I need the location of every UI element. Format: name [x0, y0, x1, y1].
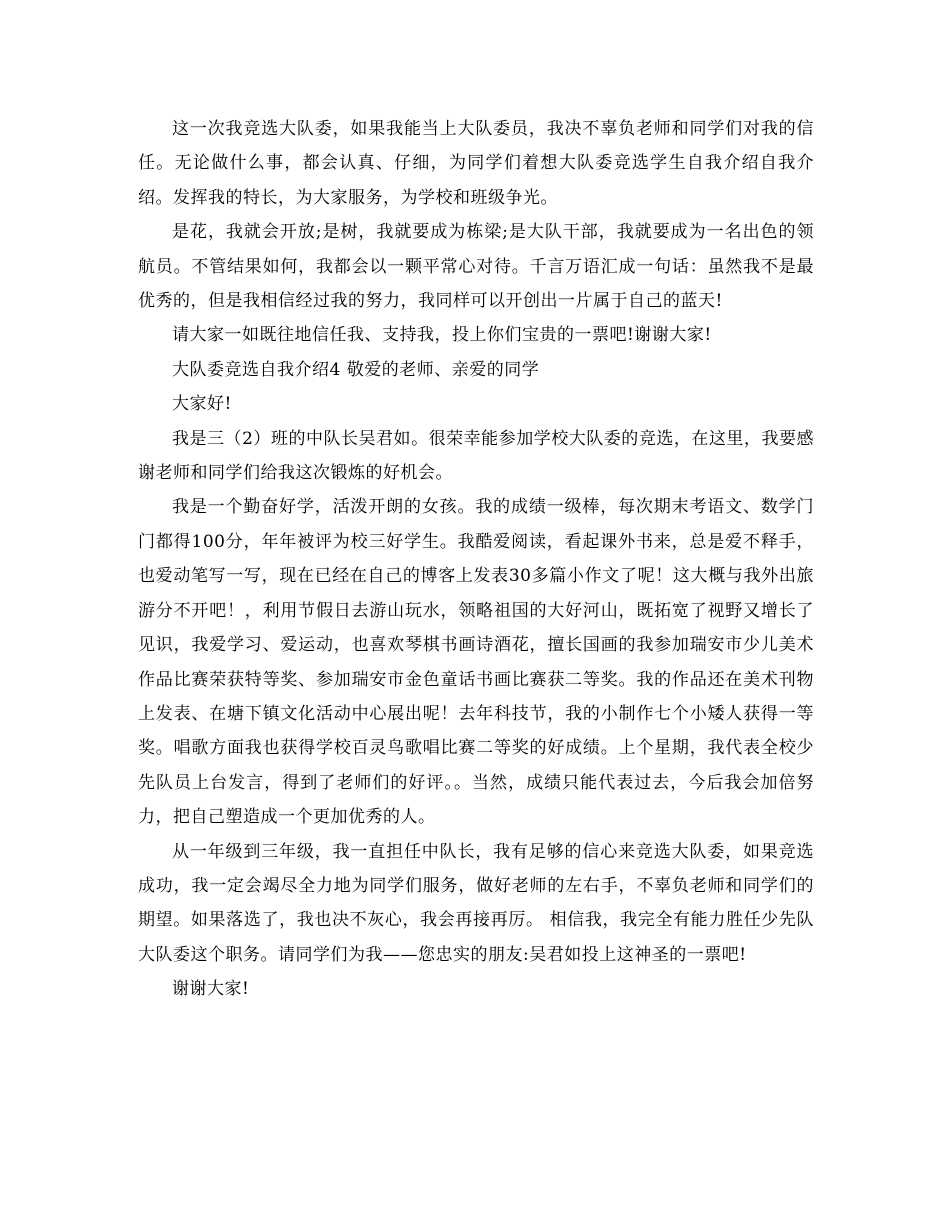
paragraph-1: 这一次我竞选大队委，如果我能当上大队委员，我决不辜负老师和同学们对我的信任。无论做什么事，都会认真、仔细，为同学们着想大队委竞选学生自我介绍自我介绍。发挥我的特长，为大家服务，为学校和班级争光。: [138, 119, 814, 208]
section-heading: 大队委竞选自我介绍4 敬爱的老师、亲爱的同学: [172, 359, 540, 380]
closing-thanks: 谢谢大家!: [172, 979, 250, 1000]
paragraph-3: 请大家一如既往地信任我、支持我，投上你们宝贵的一票吧!谢谢大家!: [172, 325, 712, 346]
paragraph-7: 我是一个勤奋好学，活泼开朗的女孩。我的成绩一级棒，每次期末考语文、数学门门都得100分，年年被评为校三好学生。我酷爱阅读，看起课外书来，总是爱不释手，也爱动笔写一写，现在已经在自己的博客上发表30多篇小作文了呢！这大概与我外出旅游分不开吧！，利用节假日去游山玩水，领略祖国的大好河山，既拓宽了视野又增长了见识，我爱学习、爱运动，也喜欢琴棋书画诗酒花，擅长国画的我参加瑞安市少儿美术作品比赛荣获特等奖、参加瑞安市金色童话书画比赛获二等奖。我的作品还在美术刊物上发表、在塘下镇文化活动中心展出呢！去年科技节，我的小制作七个小矮人获得一等奖。唱歌方面我也获得学校百灵鸟歌唱比赛二等奖的好成绩。上个星期，我代表全校少先队员上台发言，得到了老师们的好评。。当然，成绩只能代表过去，今后我会加倍努力，把自己塑造成一个更加优秀的人。: [138, 497, 814, 828]
document-body: [138, 112, 814, 1007]
paragraph-8: 从一年级到三年级，我一直担任中队长，我有足够的信心来竞选大队委，如果竞选成功，我一定会竭尽全力地为同学们服务，做好老师的左右手，不辜负老师和同学们的期望。如果落选了，我也决不灰心，我会再接再厉。 相信我，我完全有能力胜任少先队大队委这个职务。请同学们为我——您忠实的朋友:吴君如投上这神圣的一票吧!: [138, 841, 814, 965]
paragraph-6: 我是三（2）班的中队长吴君如。很荣幸能参加学校大队委的竞选，在这里，我要感谢老师和同学们给我这次锻炼的好机会。: [138, 428, 814, 484]
greeting: 大家好!: [172, 394, 232, 415]
paragraph-2: 是花，我就会开放;是树，我就要成为栋梁;是大队干部，我就要成为一名出色的领航员。不管结果如何，我都会以一颗平常心对待。千言万语汇成一句话：虽然我不是最优秀的，但是我相信经过我的努力，我同样可以开创出一片属于自己的蓝天!: [138, 222, 814, 312]
